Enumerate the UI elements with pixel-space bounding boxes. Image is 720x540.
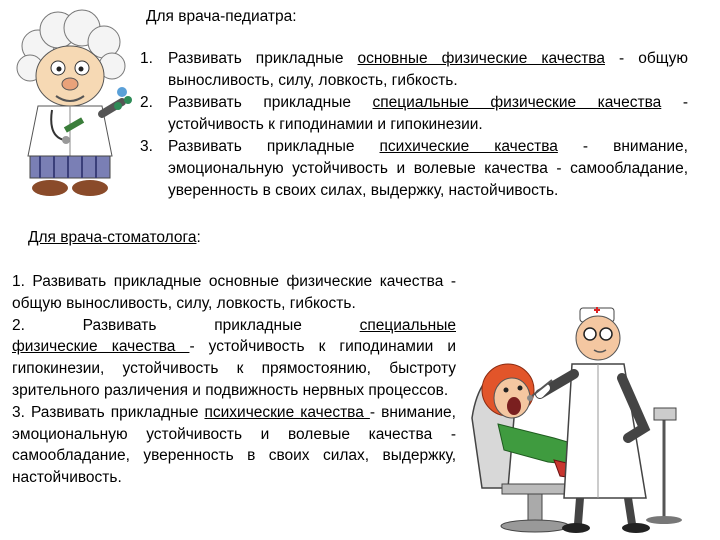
dentist-text-block: [12, 271, 456, 489]
item-text: - общую выносливость, силу, ловкость, гибкость.: [168, 50, 689, 89]
dentist-heading-colon: :: [196, 229, 201, 246]
item-text: - внимание, эмоциональную устойчивость и волевые качества - самообладание, уверенность в своих силах, выдержку, настойчивость.: [12, 403, 456, 487]
pediatrician-item-3: [140, 136, 688, 202]
dentist-item-3: [12, 402, 456, 489]
dentist-heading-text: Для врача-стоматолога: [28, 229, 197, 246]
dentist-item-2-lead-line: [12, 315, 456, 337]
item-number: 3.: [140, 138, 153, 155]
item-text: Развивать прикладные: [168, 94, 373, 111]
item-text: Развивать прикладные: [168, 50, 358, 67]
item-underlined-text: специальные физические качества: [372, 94, 662, 111]
item-text: - устойчивость к гиподинамии и гипокинезии.: [168, 94, 688, 133]
pediatrician-list: [140, 48, 688, 202]
pediatrician-item-2: [140, 92, 688, 136]
item-number: 1.: [140, 50, 153, 67]
item-number: 2.: [140, 94, 153, 111]
item-text: - внимание, эмоциональную устойчивость и волевые качества - самообладание, уверенность в своих силах, выдержку, настойчивость.: [168, 138, 688, 199]
item-underlined-text: физические качества: [12, 338, 190, 356]
pediatrician-heading: [146, 8, 297, 26]
pediatrician-heading-colon: :: [292, 8, 297, 25]
item-underlined-text: психические качества: [204, 403, 370, 421]
pediatrician-heading-text: Для врача-педиатра: [146, 8, 293, 25]
dentist-item-1: 1. Развивать прикладные основные физические качества - общую выносливость, силу, ловкость, гибкость.: [12, 273, 456, 312]
cartoon-doctor-illustration: [8, 6, 136, 202]
pediatrician-item-1: [140, 48, 688, 92]
item-text: 3. Развивать прикладные: [12, 403, 205, 421]
item-text: 2. Развивать прикладные: [12, 316, 302, 334]
item-text: Развивать прикладные: [168, 138, 380, 155]
dentist-item-2: [12, 315, 456, 402]
item-underlined-text: специальные: [359, 316, 456, 334]
dentist-heading: [28, 229, 201, 247]
item-text: - устойчивость к гиподинамии и гипокинезии, устойчивость к прямостоянию, быстроту зрительного различения и подвижность нервных процессов.: [12, 338, 456, 399]
item-underlined-text: психические качества: [379, 138, 558, 155]
item-underlined-text: основные физические качества: [357, 50, 605, 67]
cartoon-dentist-illustration: [468, 298, 708, 534]
